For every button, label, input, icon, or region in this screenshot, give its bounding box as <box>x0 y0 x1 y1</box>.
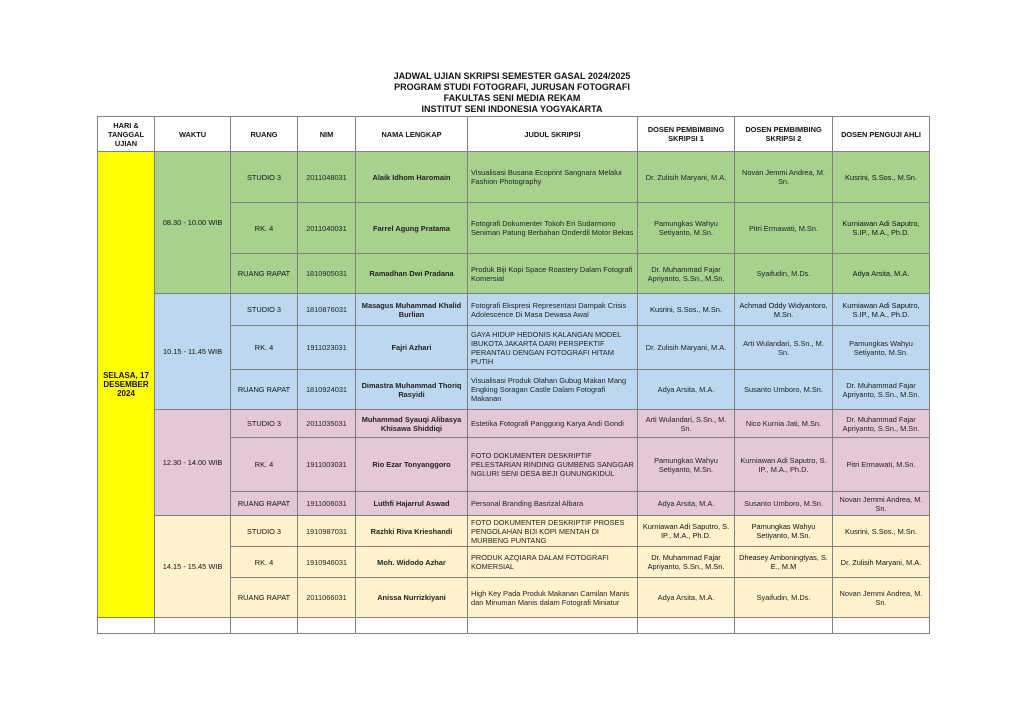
thesis-title-cell: Fotografi Ekspresi Representasi Dampak Crisis Adolescence Di Masa Dewasa Awal <box>468 294 638 326</box>
table-row <box>98 516 930 547</box>
student-name-cell: Rio Ezar Tonyanggoro <box>356 438 468 492</box>
student-name-cell: Anissa Nurrizkiyani <box>356 578 468 618</box>
empty-cell <box>638 618 735 634</box>
header-hari: HARI & TANGGAL UJIAN <box>98 117 155 152</box>
document-title <box>0 71 1024 115</box>
thesis-title-cell: GAYA HIDUP HEDONIS KALANGAN MODEL IBUKOTA JAKARTA DARI PERSPEKTIF PERANTAU DENGAN FOTOGRAFI HITAM PUTIH <box>468 326 638 370</box>
room-cell: RK. 4 <box>231 203 298 254</box>
time-slot-cell: 10.15 - 11.45 WIB <box>155 294 231 410</box>
header-pembimbing-2: DOSEN PEMBIMBING SKRIPSI 2 <box>735 117 833 152</box>
examiner-cell: Dr. Muhammad Fajar Apriyanto, S.Sn., M.Sn. <box>833 410 930 438</box>
nim-cell: 2011040031 <box>298 203 356 254</box>
header-nim: NIM <box>298 117 356 152</box>
time-slot-cell: 12.30 - 14.00 WIB <box>155 410 231 516</box>
supervisor-1-cell: Adya Arsita, M.A. <box>638 492 735 516</box>
nim-cell: 1910946031 <box>298 547 356 578</box>
table-row <box>98 294 930 326</box>
thesis-title-cell: Visualisasi Produk Olahan Gubug Makan Mang Engking Soragan Castle Dalam Fotografi Makanan <box>468 370 638 410</box>
examiner-cell: Novan Jemmi Andrea, M. Sn. <box>833 578 930 618</box>
supervisor-2-cell: Syaifudin, M.Ds. <box>735 578 833 618</box>
supervisor-1-cell: Arti Wulandari, S.Sn., M. Sn. <box>638 410 735 438</box>
supervisor-1-cell: Kurniawan Adi Saputro, S. IP., M.A., Ph.D. <box>638 516 735 547</box>
nim-cell: 1810876031 <box>298 294 356 326</box>
thesis-title-cell: FOTO DOKUMENTER DESKRIPTIF PELESTARIAN RINDING GUMBENG SANGGAR NGLURI SENI DESA BEJI GUNUNGKIDUL <box>468 438 638 492</box>
table-row <box>98 152 930 203</box>
empty-cell <box>231 618 298 634</box>
nim-cell: 2011048031 <box>298 152 356 203</box>
room-cell: RUANG RAPAT <box>231 254 298 294</box>
supervisor-2-cell: Novan Jemmi Andrea, M. Sn. <box>735 152 833 203</box>
nim-cell: 1910987031 <box>298 516 356 547</box>
examiner-cell: Kurniawan Adi Saputro, S.IP., M.A., Ph.D. <box>833 203 930 254</box>
examiner-cell: Novan Jemmi Andrea, M. Sn. <box>833 492 930 516</box>
thesis-title-cell: PRODUK AZQIARA DALAM FOTOGRAFI KOMERSIAL <box>468 547 638 578</box>
student-name-cell: Muhammad Syauqi Alibasya Khisawa Shiddiqi <box>356 410 468 438</box>
empty-cell <box>155 618 231 634</box>
student-name-cell: Alaik Idhom Haromain <box>356 152 468 203</box>
nim-cell: 1911003031 <box>298 438 356 492</box>
nim-cell: 1911023031 <box>298 326 356 370</box>
table-row <box>98 410 930 438</box>
room-cell: RUANG RAPAT <box>231 492 298 516</box>
empty-footer-row <box>98 618 930 634</box>
student-name-cell: Razhki Riva Krieshandi <box>356 516 468 547</box>
student-name-cell: Farrel Agung Pratama <box>356 203 468 254</box>
room-cell: STUDIO 3 <box>231 294 298 326</box>
examiner-cell: Pitri Ermawati, M.Sn. <box>833 438 930 492</box>
supervisor-2-cell: Pitri Ermawati, M.Sn. <box>735 203 833 254</box>
supervisor-2-cell: Syaifudin, M.Ds. <box>735 254 833 294</box>
supervisor-2-cell: Susanto Umboro, M.Sn. <box>735 492 833 516</box>
empty-cell <box>833 618 930 634</box>
supervisor-1-cell: Kusrini, S.Sos., M.Sn. <box>638 294 735 326</box>
supervisor-1-cell: Dr. Zulisih Maryani, M.A. <box>638 326 735 370</box>
thesis-title-cell: Visualisasi Busana Ecoprint Sangnara Melalui Fashion Photography <box>468 152 638 203</box>
room-cell: RK. 4 <box>231 326 298 370</box>
supervisor-1-cell: Pamungkas Wahyu Setiyanto, M.Sn. <box>638 438 735 492</box>
room-cell: RK. 4 <box>231 547 298 578</box>
time-slot-cell: 14.15 - 15.45 WIB <box>155 516 231 618</box>
examiner-cell: Kusrini, S.Sos., M.Sn. <box>833 516 930 547</box>
header-row <box>98 117 930 152</box>
supervisor-1-cell: Dr. Muhammad Fajar Apriyanto, S.Sn., M.Sn. <box>638 254 735 294</box>
student-name-cell: Luthfi Hajarrul Aswad <box>356 492 468 516</box>
empty-cell <box>98 618 155 634</box>
student-name-cell: Masagus Muhammad Khalid Burlian <box>356 294 468 326</box>
supervisor-2-cell: Dheasey Amboningtyas, S. E., M.M <box>735 547 833 578</box>
thesis-title-cell: Fotografi Dokumenter Tokoh Eri Sudarmono Seniman Patung Berbahan Onderdil Motor Bekas <box>468 203 638 254</box>
examiner-cell: Kurniawan Adi Saputro, S.IP., M.A., Ph.D. <box>833 294 930 326</box>
thesis-title-cell: Personal Branding Basrizal Albara <box>468 492 638 516</box>
supervisor-2-cell: Susanto Umboro, M.Sn. <box>735 370 833 410</box>
supervisor-2-cell: Achmad Oddy Widyantoro, M.Sn. <box>735 294 833 326</box>
thesis-title-cell: FOTO DOKUMENTER DESKRIPTIF PROSES PENGOLAHAN BIJI KOPI MENTAH DI MURBENG PUNTANG <box>468 516 638 547</box>
exam-schedule-table <box>97 116 930 634</box>
time-slot-cell: 08.30 - 10.00 WIB <box>155 152 231 294</box>
supervisor-2-cell: Nico Kurnia Jati, M.Sn. <box>735 410 833 438</box>
student-name-cell: Fajri Azhari <box>356 326 468 370</box>
nim-cell: 1810924031 <box>298 370 356 410</box>
supervisor-2-cell: Kurniawan Adi Saputro, S. IP., M.A., Ph.D. <box>735 438 833 492</box>
supervisor-1-cell: Adya Arsita, M.A. <box>638 370 735 410</box>
title-line-1: JADWAL UJIAN SKRIPSI SEMESTER GASAL 2024/2025 <box>393 71 631 81</box>
room-cell: STUDIO 3 <box>231 516 298 547</box>
title-line-4: INSTITUT SENI INDONESIA YOGYAKARTA <box>421 104 603 114</box>
title-line-2: PROGRAM STUDI FOTOGRAFI, JURUSAN FOTOGRAFI <box>394 82 630 92</box>
nim-cell: 2011035031 <box>298 410 356 438</box>
header-judul: JUDUL SKRIPSI <box>468 117 638 152</box>
examiner-cell: Dr. Muhammad Fajar Apriyanto, S.Sn., M.Sn. <box>833 370 930 410</box>
thesis-title-cell: Estetika Fotografi Panggung Karya Andi Gondi <box>468 410 638 438</box>
examiner-cell: Adya Arsita, M.A. <box>833 254 930 294</box>
supervisor-1-cell: Dr. Muhammad Fajar Apriyanto, S.Sn., M.Sn. <box>638 547 735 578</box>
room-cell: STUDIO 3 <box>231 152 298 203</box>
room-cell: RUANG RAPAT <box>231 578 298 618</box>
student-name-cell: Dimastra Muhammad Thoriq Rasyidi <box>356 370 468 410</box>
student-name-cell: Ramadhan Dwi Pradana <box>356 254 468 294</box>
thesis-title-cell: High Key Pada Produk Makanan Camilan Manis dan Minuman Manis dalam Fotografi Miniatur <box>468 578 638 618</box>
supervisor-2-cell: Pamungkas Wahyu Setiyanto, M.Sn. <box>735 516 833 547</box>
empty-cell <box>356 618 468 634</box>
title-line-3: FAKULTAS SENI MEDIA REKAM <box>443 93 581 103</box>
supervisor-1-cell: Dr. Zulisih Maryani, M.A. <box>638 152 735 203</box>
supervisor-1-cell: Pamungkas Wahyu Setiyanto, M.Sn. <box>638 203 735 254</box>
header-pembimbing-1: DOSEN PEMBIMBING SKRIPSI 1 <box>638 117 735 152</box>
exam-date-cell: SELASA, 17 DESEMBER 2024 <box>98 152 155 618</box>
empty-cell <box>468 618 638 634</box>
thesis-title-cell: Produk Biji Kopi Space Roastery Dalam Fotografi Komersial <box>468 254 638 294</box>
header-penguji: DOSEN PENGUJI AHLI <box>833 117 930 152</box>
nim-cell: 1810905031 <box>298 254 356 294</box>
room-cell: RK. 4 <box>231 438 298 492</box>
student-name-cell: Moh. Widodo Azhar <box>356 547 468 578</box>
supervisor-1-cell: Adya Arsita, M.A. <box>638 578 735 618</box>
examiner-cell: Kusrini, S.Sos., M.Sn. <box>833 152 930 203</box>
header-nama: NAMA LENGKAP <box>356 117 468 152</box>
header-ruang: RUANG <box>231 117 298 152</box>
room-cell: RUANG RAPAT <box>231 370 298 410</box>
empty-cell <box>298 618 356 634</box>
examiner-cell: Dr. Zulisih Maryani, M.A. <box>833 547 930 578</box>
room-cell: STUDIO 3 <box>231 410 298 438</box>
header-waktu: WAKTU <box>155 117 231 152</box>
nim-cell: 2011066031 <box>298 578 356 618</box>
empty-cell <box>735 618 833 634</box>
nim-cell: 1911006031 <box>298 492 356 516</box>
supervisor-2-cell: Arti Wulandari, S.Sn., M. Sn. <box>735 326 833 370</box>
examiner-cell: Pamungkas Wahyu Setiyanto, M.Sn. <box>833 326 930 370</box>
